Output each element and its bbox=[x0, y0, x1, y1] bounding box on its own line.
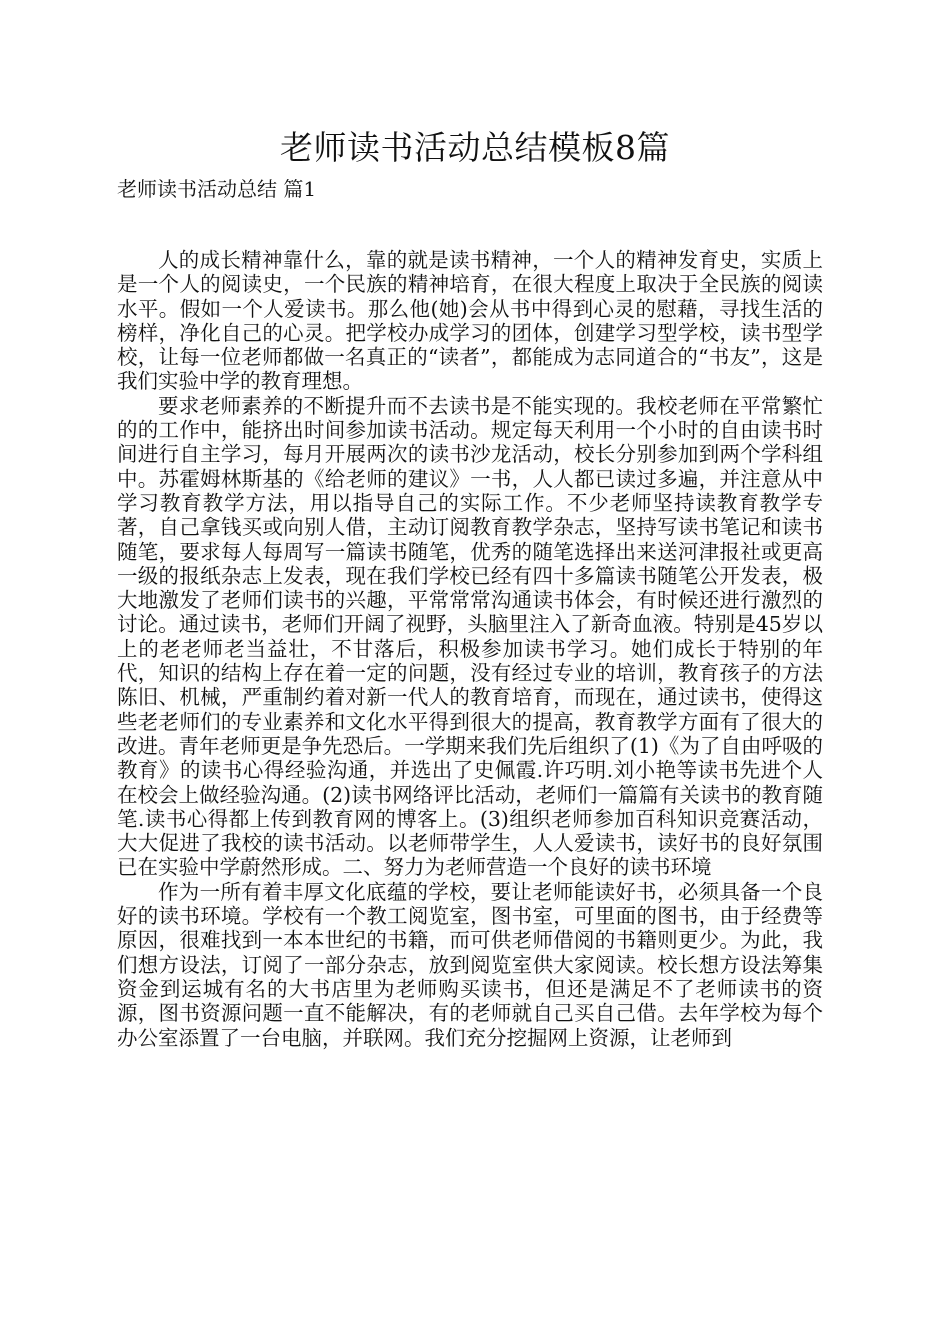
document-body bbox=[117, 248, 823, 1050]
document-title: 老师读书活动总结模板8篇 bbox=[280, 128, 670, 167]
paragraph-2: 要求老师素养的不断提升而不去读书是不能实现的。我校老师在平常繁忙的的工作中，能挤出时间参加读书活动。规定每天利用一个小时的自由读书时间进行自主学习，每月开展两次的读书沙龙活动，校长分别参加到两个学科组中。苏霍姆林斯基的《给老师的建议》一书，人人都已读过多遍，并注意从中学习教育教学方法，用以指导自己的实际工作。不少老师坚持读教育教学专著，自己拿钱买或向别人借，主动订阅教育教学杂志，坚持写读书笔记和读书随笔，要求每人每周写一篇读书随笔，优秀的随笔选择出来送河津报社或更高一级的报纸杂志上发表，现在我们学校已经有四十多篇读书随笔公开发表，极大地激发了老师们读书的兴趣，平常常常沟通读书体会，有时候还进行激烈的讨论。通过读书，老师们开阔了视野，头脑里注入了新奇血液。特别是45岁以上的老老师老当益壮，不甘落后，积极参加读书学习。她们成长于特别的年代，知识的结构上存在着一定的问题，没有经过专业的培训，教育孩子的方法陈旧、机械，严重制约着对新一代人的教育培育，而现在，通过读书，使得这些老老师们的专业素养和文化水平得到很大的提高，教育教学方面有了很大的改进。青年老师更是争先恐后。一学期来我们先后组织了(1)《为了自由呼吸的教育》的读书心得经验沟通，并选出了史佩霞.许巧明.刘小艳等读书先进个人在校会上做经验沟通。(2)读书网络评比活动，老师们一篇篇有关读书的教育随笔.读书心得都上传到教育网的博客上。(3)组织老师参加百科知识竞赛活动，大大促进了我校的读书活动。以老师带学生，人人爱读书，读好书的良好氛围已在实验中学蔚然形成。二、努力为老师营造一个良好的读书环境 bbox=[117, 393, 823, 880]
paragraph-3: 作为一所有着丰厚文化底蕴的学校，要让老师能读好书，必须具备一个良好的读书环境。学校有一个教工阅览室，图书室，可里面的图书，由于经费等原因，很难找到一本本世纪的书籍，而可供老师借阅的书籍则更少。为此，我们想方设法，订阅了一部分杂志，放到阅览室供大家阅读。校长想方设法筹集资金到运城有名的大书店里为老师购买读书，但还是满足不了老师读书的资源，图书资源问题一直不能解决，有的老师就自己买自己借。去年学校为每个办公室添置了一台电脑，并联网。我们充分挖掘网上资源，让老师到 bbox=[117, 879, 823, 1050]
paragraph-1: 人的成长精神靠什么，靠的就是读书精神，一个人的精神发育史，实质上是一个人的阅读史，一个民族的精神培育，在很大程度上取决于全民族的阅读水平。假如一个人爱读书。那么他(她)会从书中得到心灵的慰藉，寻找生活的榜样，净化自己的心灵。把学校办成学习的团体，创建学习型学校，读书型学校，让每一位老师都做一名真正的“读者”，都能成为志同道合的“书友”，这是我们实验中学的教育理想。 bbox=[117, 248, 823, 394]
section-heading: 老师读书活动总结 篇1 bbox=[117, 177, 317, 201]
